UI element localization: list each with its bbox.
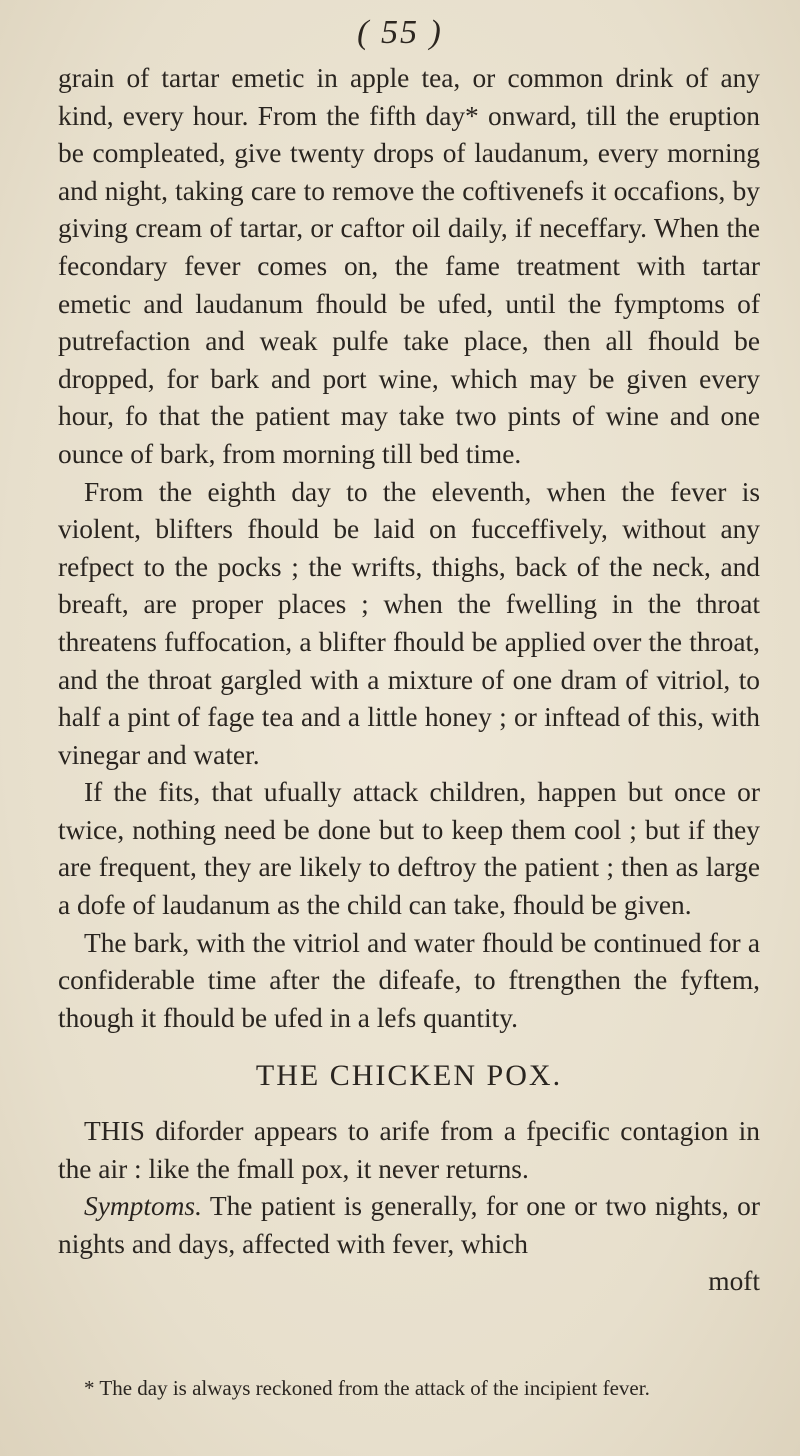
paragraph-bark: The bark, with the vitriol and water fhould be continued for a confiderable time after the difeafe, to ftrengthen the fyftem, though it fhould be ufed in a lefs quantity. [58,927,760,1033]
paragraph-treatment-continued: grain of tartar emetic in apple tea, or common drink of any kind, every hour. From the fifth day* onward, till the eruption be compleated, give twenty drops of laudanum, every morning and night, taking care to remove the coftivenefs it occafions, by giving cream of tartar, or caftor oil daily, if neceffary. When the fecondary fever comes on, the fame treatment with tartar emetic and laudanum fhould be ufed, until the fymptoms of putrefaction and weak pulfe take place, then all fhould be dropped, for bark and port wine, which may be given every hour, fo that the patient may take two pints of wine and one ounce of bark, from morning till bed time. [58,63,760,469]
footnote-text: * The day is always reckoned from the attack of the incipient fever. [84,1376,650,1400]
page-number-header: ( 55 ) [357,14,443,51]
paragraph-fits: If the fits, that ufually attack children, happen but once or twice, nothing need be done but to keep them cool ; but if they are frequent, they are likely to deftroy the patient ; then as large a dofe of laudanum as the child can take, fhould be given. [58,777,760,921]
symptoms-text: The patient is generally, for one or two nights, or nights and days, affected with fever, which [58,1191,760,1259]
body-text [58,60,760,1301]
paragraph-blisters: From the eighth day to the eleventh, when the fever is violent, blifters fhould be laid on fucceffively, without any refpect to the pocks ; the wrifts, thighs, back of the neck, and breaft, are proper places ; when the fwelling in the throat threatens fuffocation, a blifter fhould be applied over the throat, and the throat gargled with a mixture of one dram of vitriol, to half a pint of fage tea and a little honey ; or inftead of this, with vinegar and water. [58,476,760,770]
section-heading: THE CHICKEN POX. [255,1059,563,1093]
symptoms-label: Symptoms. [84,1191,202,1222]
footnote [58,1374,760,1402]
catchword: moft [708,1266,760,1297]
paragraph-symptoms [58,1188,760,1263]
paragraph-chicken-pox-intro: THIS diforder appears to arife from a fpecific contagion in the air : like the fmall pox, it never returns. [58,1116,760,1184]
